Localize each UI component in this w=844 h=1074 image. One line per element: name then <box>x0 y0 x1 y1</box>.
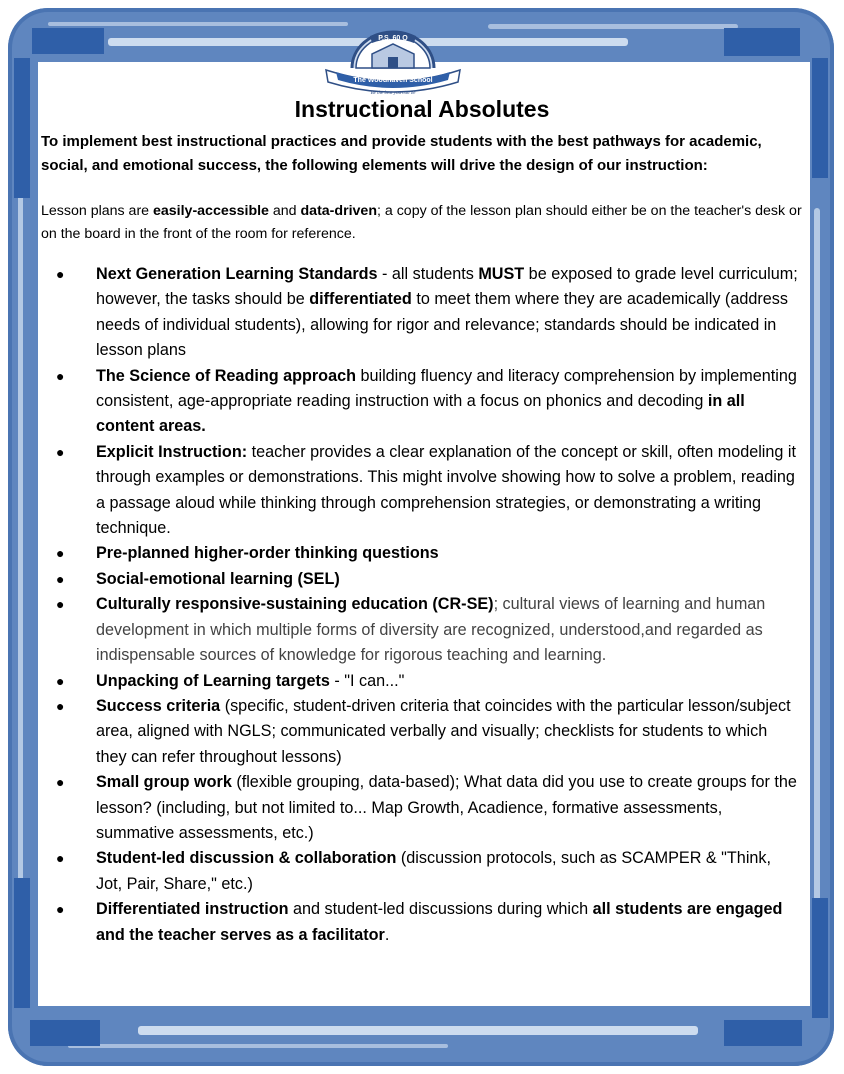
bullet-icon: ● <box>56 266 65 282</box>
list-item: ● Explicit Instruction: teacher provides a clear explanation of the concept or skill, often modeling it through examples or demonstrations. This might involve showing how to solve a problem, reading a passage aloud while thinking through comprehension strategies, or demonstrating a writing technique. <box>0 440 800 542</box>
list-item: ● Pre-planned higher-order thinking questions <box>0 541 800 566</box>
list-item: ● Unpacking of Learning targets - "I can..." <box>0 669 800 694</box>
list-item: ● Next Generation Learning Standards - all students MUST be exposed to grade level curriculum; however, the tasks should be differentiated to meet them where they are academically (address needs of individual students), allowing for rigor and relevance; standards should be indicated in lesson plans <box>0 262 800 364</box>
logo-top-text: P.S. 60 Q <box>378 35 408 42</box>
bullet-icon: ● <box>56 850 65 867</box>
list-item: ● Success criteria (specific, student-driven criteria that coincides with the particular lesson/subject area, aligned with NGLS; communicated verbally and visually; checklists for students to which they can refer throughout lessons) <box>0 694 800 770</box>
bullet-icon: ● <box>56 774 65 791</box>
logo-banner-text: The Woodhaven School <box>353 77 433 84</box>
school-logo <box>322 20 464 102</box>
list-item: ● Small group work (flexible grouping, data-based); What data did you use to create groups for the lesson? (including, but not limited to... Map Growth, Acadience, formative assessments, summative assessments, etc.) <box>0 770 800 846</box>
bullet-icon: ● <box>56 697 65 714</box>
bullet-icon: ● <box>56 367 65 384</box>
list-item: ● Student-led discussion & collaboration (discussion protocols, such as SCAMPER & "Think, Jot, Pair, Share," etc.) <box>0 846 800 897</box>
page-title: Instructional Absolutes <box>294 96 550 122</box>
logo-motto: Be the best you can be <box>370 91 416 96</box>
absolutes-list <box>0 262 800 948</box>
list-item: ● Social-emotional learning (SEL) <box>0 567 800 592</box>
bullet-icon: ● <box>56 596 65 613</box>
bullet-icon: ● <box>56 672 65 689</box>
lesson-plan-note: Lesson plans are easily-accessible and data-driven; a copy of the lesson plan should either be on the teacher's desk or on the board in the front of the room for reference. <box>41 203 802 242</box>
bullet-icon: ● <box>56 570 65 587</box>
intro-paragraph: To implement best instructional practices and provide students with the best pathways for academic, social, and emotional success, the following elements will drive the design of our instruction: <box>41 133 762 174</box>
bullet-icon: ● <box>56 545 65 562</box>
list-item: ● The Science of Reading approach building fluency and literacy comprehension by implementing consistent, age-appropriate reading instruction with a focus on phonics and decoding in all content areas. <box>0 364 800 440</box>
list-item: ● Differentiated instruction and student-led discussions during which all students are engaged and the teacher serves as a facilitator. <box>0 897 800 948</box>
list-item: ● Culturally responsive-sustaining education (CR-SE); cultural views of learning and human development in which multiple forms of diversity are recognized, understood,and regarded as indispensable sources of knowledge for rigorous teaching and learning. <box>0 592 800 668</box>
bullet-icon: ● <box>56 443 65 460</box>
bullet-icon: ● <box>56 901 65 918</box>
